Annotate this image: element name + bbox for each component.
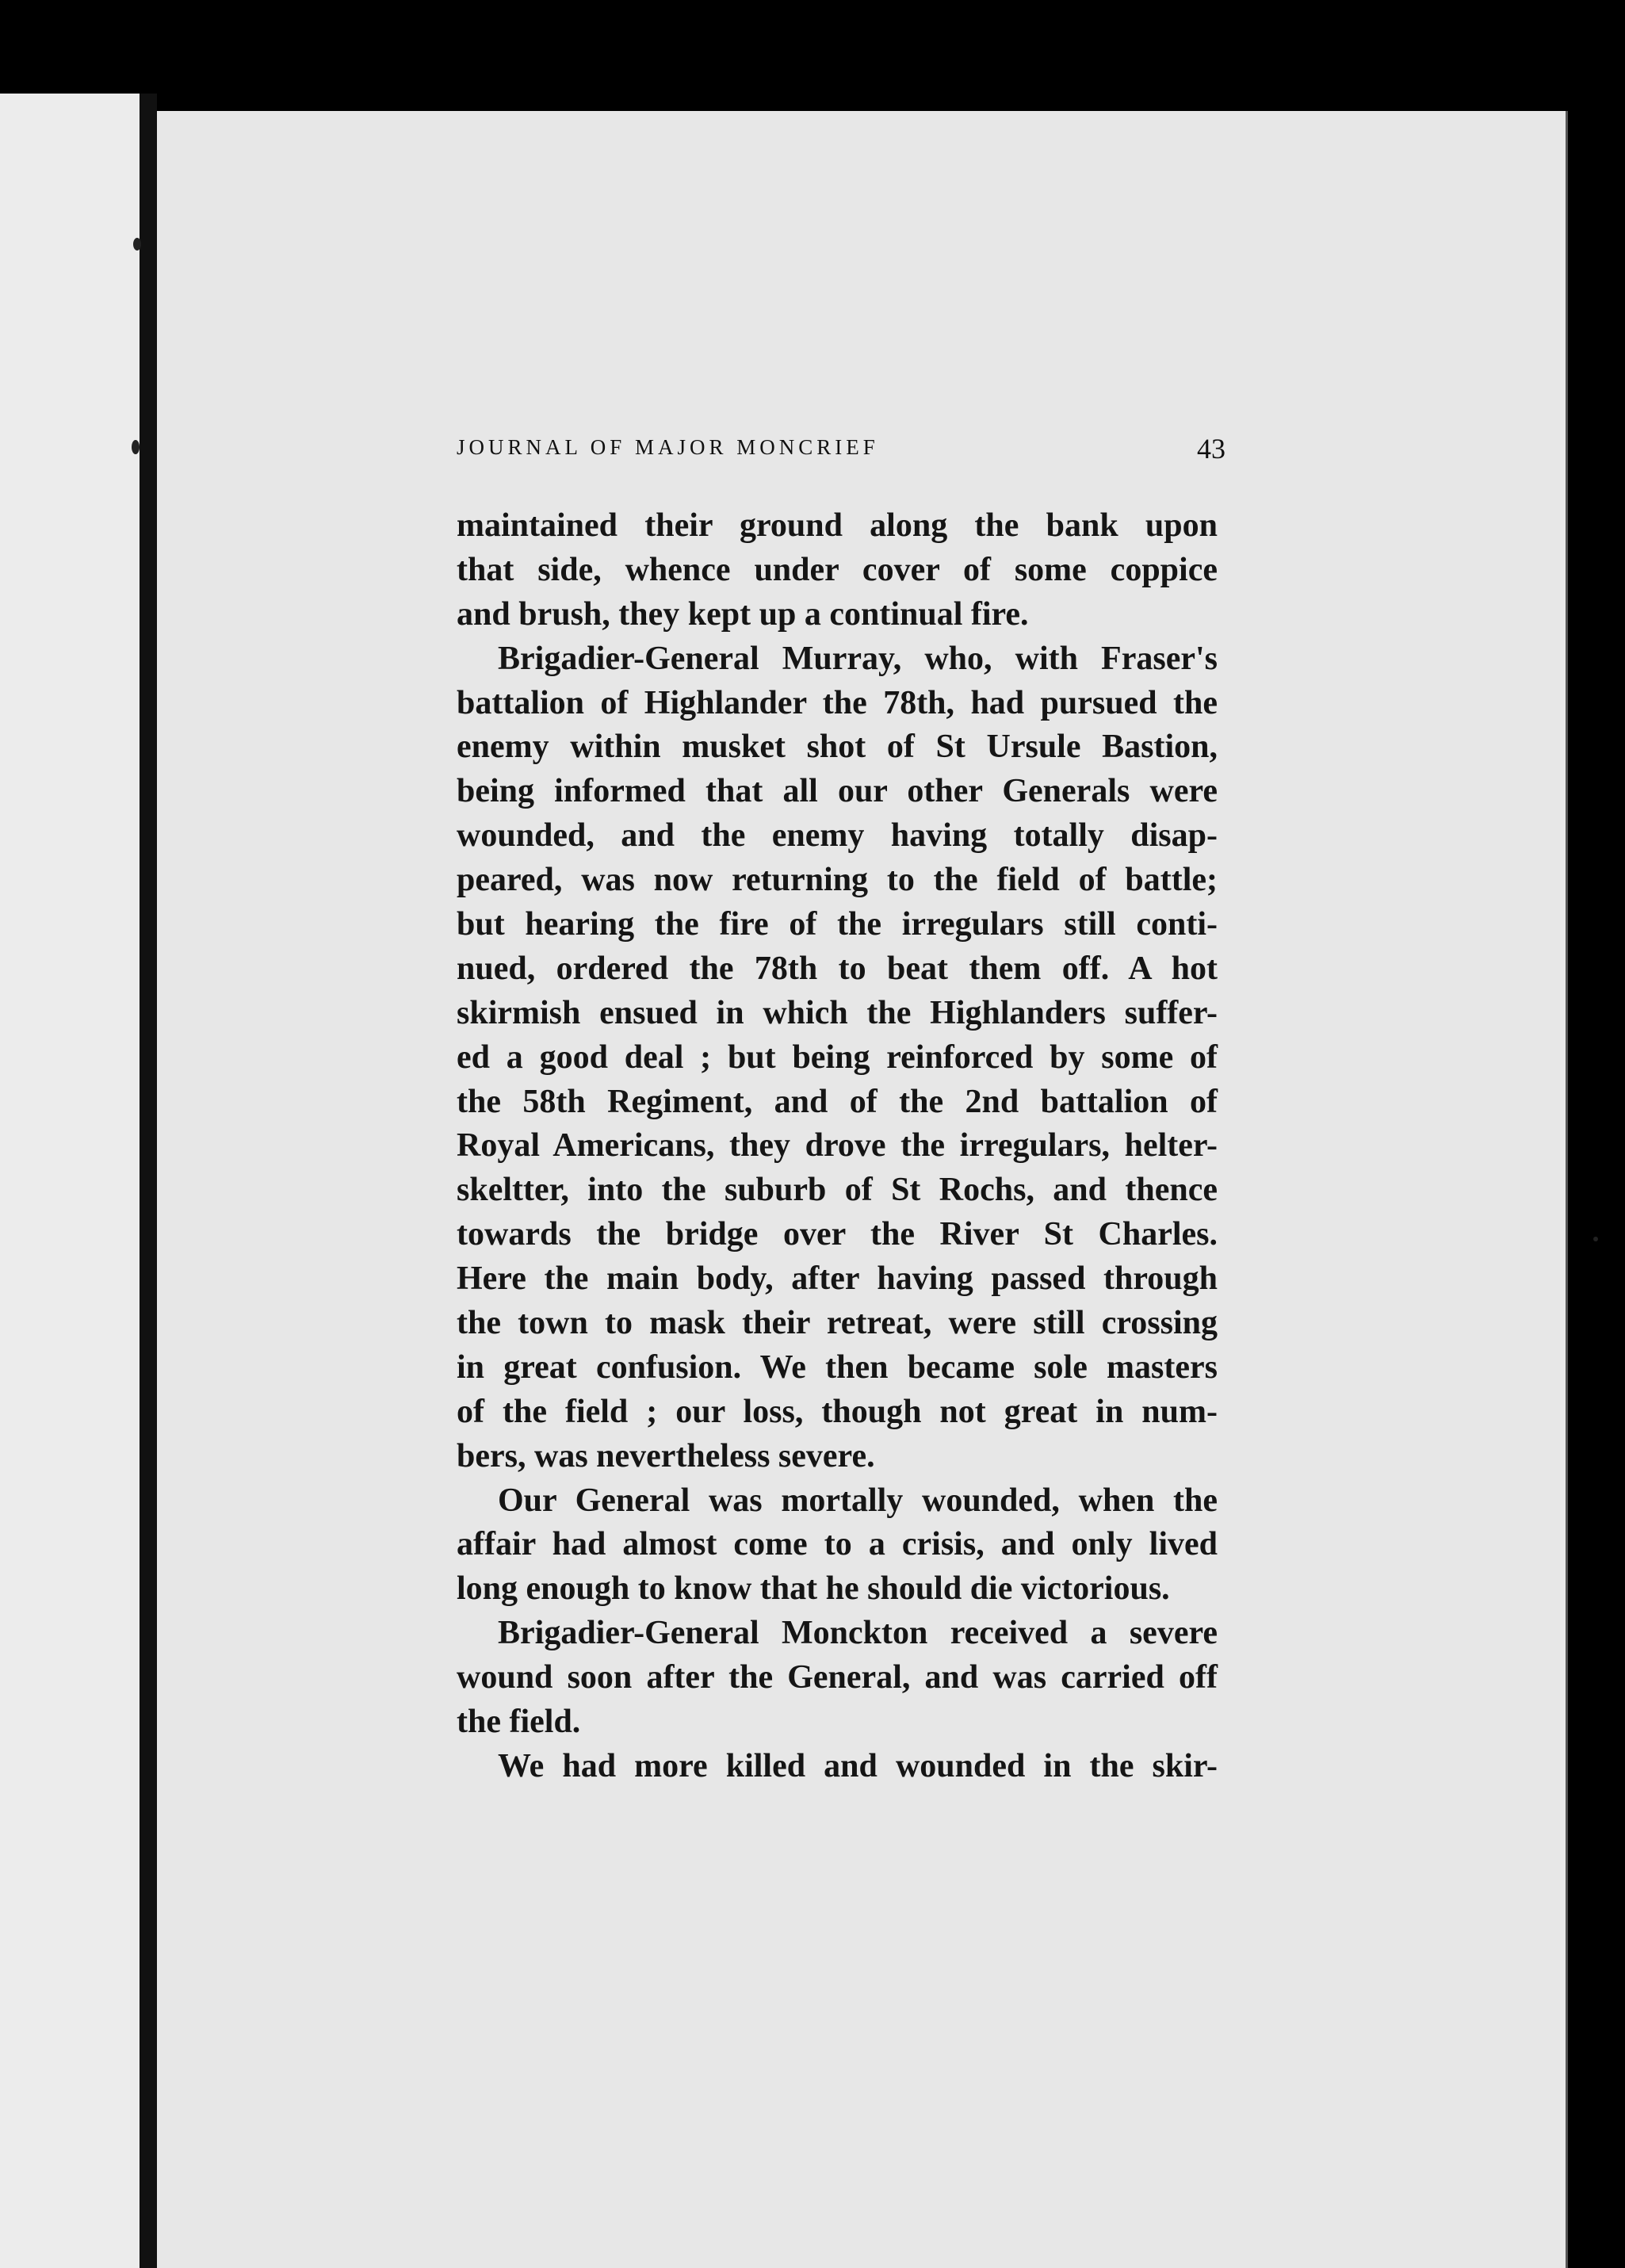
text-line: of the field ; our loss, though not great in num- [457,1393,1218,1430]
text-line: that side, whence under cover of some coppice [457,551,1218,588]
text-line: ed a good deal ; but being reinforced by some of [457,1038,1218,1076]
text-line: affair had almost come to a crisis, and only lived [457,1526,1218,1563]
text-line: wound soon after the General, and was carried off [457,1659,1218,1696]
text-line: skirmish ensued in which the Highlanders suffer- [457,994,1218,1031]
text-line: the field. [457,1704,581,1741]
text-line: Here the main body, after having passed through [457,1260,1218,1298]
text-line: in great confusion. We then became sole masters [457,1348,1218,1386]
text-line: skeltter, into the suburb of St Rochs, and thence [457,1172,1218,1209]
scan-speck [132,440,140,454]
scan-speck [133,238,141,251]
text-line: bers, was nevertheless severe. [457,1437,875,1474]
text-line: Our General was mortally wounded, when the [498,1482,1218,1519]
text-line: nued, ordered the 78th to beat them off. A hot [457,950,1218,987]
text-line: battalion of Highlander the 78th, had pursued the [457,684,1218,721]
text-line: Brigadier-General Monckton received a severe [498,1615,1218,1652]
book-binding-gutter [140,94,157,2268]
body-text [457,504,1218,1789]
text-line: towards the bridge over the River St Charles. [457,1216,1218,1253]
text-line: enemy within musket shot of St Ursule Bastion, [457,729,1218,766]
running-header [457,432,1249,472]
running-title: JOURNAL OF MAJOR MONCRIEF [457,435,879,459]
text-line: the 58th Regiment, and of the 2nd battalion of [457,1083,1218,1120]
text-line: Brigadier-General Murray, who, with Fraser's [498,640,1218,677]
text-line: wounded, and the enemy having totally disap- [457,817,1218,855]
text-line: the town to mask their retreat, were still crossing [457,1305,1218,1342]
scan-speck [1593,1237,1598,1241]
text-line: being informed that all our other Generals were [457,773,1218,810]
text-line: long enough to know that he should die victorious. [457,1570,1170,1608]
text-line: Royal Americans, they drove the irregulars, helter- [457,1127,1218,1165]
facing-page-edge [0,94,155,2268]
text-line: but hearing the fire of the irregulars still conti- [457,906,1218,943]
page-number: 43 [1197,433,1225,465]
page-right-edge [1566,111,1568,2268]
text-line: maintained their ground along the bank upon [457,507,1218,544]
text-line: peared, was now returning to the field of battle; [457,862,1218,899]
text-line: and brush, they kept up a continual fire. [457,595,1029,633]
text-line: We had more killed and wounded in the skir- [498,1747,1218,1784]
